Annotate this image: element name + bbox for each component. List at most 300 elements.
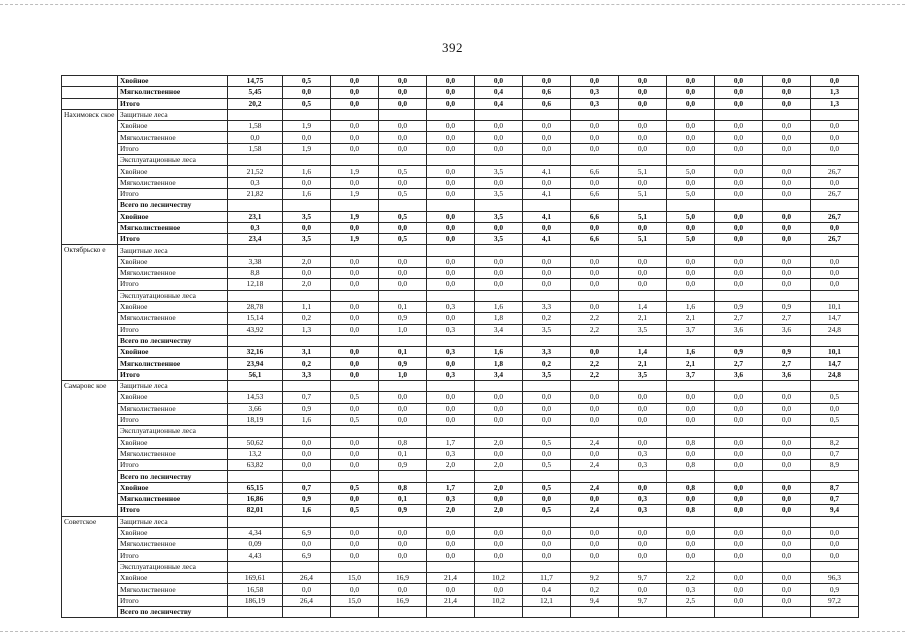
value-cell: 2,7 xyxy=(763,358,811,369)
value-cell: 3,38 xyxy=(228,256,283,267)
value-cell: 0,0 xyxy=(667,527,715,538)
value-cell: 1,6 xyxy=(283,505,331,516)
value-cell: 1,9 xyxy=(283,143,331,154)
value-cell: 0,0 xyxy=(475,414,523,425)
value-cell: 18,19 xyxy=(228,414,283,425)
value-cell: 0,0 xyxy=(619,76,667,87)
value-cell xyxy=(475,561,523,572)
value-cell xyxy=(228,245,283,256)
species-label-cell: Итого xyxy=(118,460,228,471)
value-cell xyxy=(715,471,763,482)
value-cell: 0,0 xyxy=(667,222,715,233)
value-cell: 0,0 xyxy=(379,87,427,98)
table-row xyxy=(62,505,859,516)
table-section-row xyxy=(62,155,859,166)
value-cell: 0,0 xyxy=(763,222,811,233)
species-label-cell: Итого xyxy=(118,98,228,109)
value-cell: 1,8 xyxy=(475,358,523,369)
value-cell: 0,9 xyxy=(379,505,427,516)
value-cell xyxy=(523,606,571,617)
value-cell: 0,0 xyxy=(427,527,475,538)
value-cell: 1,9 xyxy=(331,234,379,245)
value-cell: 0,0 xyxy=(763,143,811,154)
value-cell: 1,7 xyxy=(427,482,475,493)
value-cell: 3,5 xyxy=(619,369,667,380)
forestry-name-cell: Октябрьско е xyxy=(62,245,118,381)
value-cell xyxy=(571,109,619,120)
value-cell: 0,0 xyxy=(571,493,619,504)
value-cell: 0,0 xyxy=(379,132,427,143)
value-cell: 0,0 xyxy=(619,279,667,290)
value-cell: 0,0 xyxy=(379,539,427,550)
table-section-row xyxy=(62,381,859,392)
value-cell: 3,3 xyxy=(283,369,331,380)
value-cell xyxy=(763,516,811,527)
section-label-cell: Эксплуатационные леса xyxy=(118,561,228,572)
value-cell: 0,0 xyxy=(331,143,379,154)
value-cell: 0,0 xyxy=(763,188,811,199)
table-row xyxy=(62,211,859,222)
section-label-cell: Защитные леса xyxy=(118,245,228,256)
value-cell: 4,1 xyxy=(523,166,571,177)
value-cell: 0,0 xyxy=(763,234,811,245)
value-cell xyxy=(571,426,619,437)
value-cell: 2,0 xyxy=(427,460,475,471)
value-cell: 6,6 xyxy=(571,166,619,177)
value-cell xyxy=(619,245,667,256)
table-row xyxy=(62,358,859,369)
value-cell: 0,0 xyxy=(523,279,571,290)
value-cell: 3,4 xyxy=(475,324,523,335)
value-cell xyxy=(228,335,283,346)
value-cell: 0,0 xyxy=(763,448,811,459)
table-section-row xyxy=(62,516,859,527)
value-cell: 0,0 xyxy=(475,448,523,459)
value-cell: 0,0 xyxy=(523,143,571,154)
value-cell xyxy=(523,561,571,572)
value-cell: 0,0 xyxy=(619,98,667,109)
value-cell: 0,9 xyxy=(283,493,331,504)
value-cell: 3,6 xyxy=(763,324,811,335)
value-cell: 8,8 xyxy=(228,268,283,279)
value-cell: 0,2 xyxy=(283,358,331,369)
value-cell: 0,1 xyxy=(379,448,427,459)
value-cell xyxy=(763,381,811,392)
value-cell: 23,1 xyxy=(228,211,283,222)
value-cell: 0,0 xyxy=(619,132,667,143)
value-cell: 0,0 xyxy=(763,595,811,606)
value-cell: 4,1 xyxy=(523,211,571,222)
value-cell: 0,0 xyxy=(571,177,619,188)
value-cell: 0,5 xyxy=(379,211,427,222)
value-cell: 43,92 xyxy=(228,324,283,335)
value-cell: 0,0 xyxy=(763,76,811,87)
value-cell: 0,0 xyxy=(763,87,811,98)
value-cell: 0,0 xyxy=(571,301,619,312)
value-cell: 0,0 xyxy=(283,460,331,471)
value-cell: 0,0 xyxy=(331,121,379,132)
value-cell: 82,01 xyxy=(228,505,283,516)
value-cell: 0,0 xyxy=(427,550,475,561)
value-cell: 0,0 xyxy=(331,527,379,538)
value-cell xyxy=(331,335,379,346)
table-row xyxy=(62,166,859,177)
value-cell: 0,0 xyxy=(571,76,619,87)
value-cell: 0,0 xyxy=(667,448,715,459)
value-cell: 0,0 xyxy=(379,414,427,425)
value-cell: 2,1 xyxy=(619,358,667,369)
value-cell: 1,9 xyxy=(331,166,379,177)
value-cell: 0,4 xyxy=(523,584,571,595)
value-cell: 0,5 xyxy=(523,505,571,516)
value-cell: 0,0 xyxy=(811,403,859,414)
table-row xyxy=(62,268,859,279)
value-cell: 1,3 xyxy=(283,324,331,335)
value-cell xyxy=(667,381,715,392)
table-section-row xyxy=(62,426,859,437)
species-label-cell: Мягколиственное xyxy=(118,539,228,550)
value-cell xyxy=(283,471,331,482)
value-cell: 0,0 xyxy=(427,143,475,154)
value-cell: 0,0 xyxy=(667,268,715,279)
section-label-cell: Эксплуатационные леса xyxy=(118,290,228,301)
value-cell: 0,0 xyxy=(763,256,811,267)
value-cell: 0,3 xyxy=(571,87,619,98)
value-cell: 0,0 xyxy=(523,76,571,87)
species-label-cell: Хвойное xyxy=(118,482,228,493)
value-cell: 0,0 xyxy=(331,448,379,459)
species-label-cell: Хвойное xyxy=(118,301,228,312)
value-cell: 3,5 xyxy=(283,211,331,222)
value-cell: 0,4 xyxy=(475,87,523,98)
species-label-cell: Мягколиственное xyxy=(118,132,228,143)
value-cell: 0,0 xyxy=(331,358,379,369)
value-cell: 9,4 xyxy=(811,505,859,516)
value-cell: 0,0 xyxy=(763,177,811,188)
table-row xyxy=(62,584,859,595)
value-cell xyxy=(571,290,619,301)
value-cell: 0,0 xyxy=(715,573,763,584)
value-cell xyxy=(475,471,523,482)
value-cell: 0,0 xyxy=(283,177,331,188)
species-label-cell: Мягколиственное xyxy=(118,177,228,188)
table-row xyxy=(62,460,859,471)
value-cell: 2,2 xyxy=(571,369,619,380)
value-cell xyxy=(811,426,859,437)
table-section-row xyxy=(62,245,859,256)
value-cell: 0,0 xyxy=(763,414,811,425)
value-cell: 0,0 xyxy=(763,493,811,504)
table-section-row xyxy=(62,200,859,211)
value-cell: 0,9 xyxy=(763,301,811,312)
value-cell: 6,9 xyxy=(283,527,331,538)
species-label-cell: Итого xyxy=(118,279,228,290)
value-cell: 14,7 xyxy=(811,313,859,324)
value-cell xyxy=(331,200,379,211)
value-cell xyxy=(379,155,427,166)
value-cell: 4,1 xyxy=(523,234,571,245)
value-cell xyxy=(811,516,859,527)
forestry-name-cell: Нахимовск ское xyxy=(62,109,118,245)
value-cell: 0,0 xyxy=(715,143,763,154)
table-row xyxy=(62,87,859,98)
value-cell: 0,7 xyxy=(283,392,331,403)
value-cell: 0,2 xyxy=(283,313,331,324)
value-cell xyxy=(619,606,667,617)
value-cell xyxy=(427,155,475,166)
value-cell: 0,0 xyxy=(763,392,811,403)
value-cell xyxy=(427,200,475,211)
value-cell: 0,9 xyxy=(379,358,427,369)
table-section-row xyxy=(62,606,859,617)
value-cell: 0,5 xyxy=(523,482,571,493)
value-cell: 16,9 xyxy=(379,573,427,584)
value-cell: 0,0 xyxy=(715,76,763,87)
value-cell: 0,2 xyxy=(523,358,571,369)
table-row xyxy=(62,324,859,335)
value-cell: 0,0 xyxy=(523,256,571,267)
table-row xyxy=(62,76,859,87)
value-cell: 0,0 xyxy=(427,121,475,132)
value-cell: 0,0 xyxy=(763,98,811,109)
value-cell: 0,0 xyxy=(715,437,763,448)
value-cell: 0,8 xyxy=(379,437,427,448)
value-cell: 0,1 xyxy=(379,347,427,358)
value-cell: 0,0 xyxy=(427,392,475,403)
value-cell xyxy=(228,109,283,120)
value-cell xyxy=(667,516,715,527)
value-cell: 0,9 xyxy=(283,403,331,414)
value-cell xyxy=(571,606,619,617)
value-cell xyxy=(379,606,427,617)
value-cell: 3,5 xyxy=(475,234,523,245)
value-cell: 0,0 xyxy=(715,403,763,414)
value-cell: 3,6 xyxy=(715,369,763,380)
value-cell: 0,0 xyxy=(379,392,427,403)
value-cell: 10,2 xyxy=(475,573,523,584)
value-cell: 2,0 xyxy=(283,279,331,290)
table-row xyxy=(62,313,859,324)
value-cell: 0,0 xyxy=(667,256,715,267)
value-cell: 0,9 xyxy=(715,347,763,358)
value-cell: 0,0 xyxy=(523,177,571,188)
value-cell: 15,0 xyxy=(331,595,379,606)
value-cell xyxy=(667,155,715,166)
value-cell: 0,0 xyxy=(619,392,667,403)
value-cell: 0,0 xyxy=(811,550,859,561)
value-cell: 0,0 xyxy=(571,392,619,403)
value-cell: 0,0 xyxy=(331,584,379,595)
value-cell: 0,0 xyxy=(475,584,523,595)
value-cell: 0,5 xyxy=(811,414,859,425)
value-cell: 0,0 xyxy=(619,256,667,267)
value-cell: 0,0 xyxy=(331,539,379,550)
section-label-cell: Всего по лесничеству xyxy=(118,335,228,346)
value-cell: 21,4 xyxy=(427,573,475,584)
value-cell: 0,0 xyxy=(331,301,379,312)
table-row xyxy=(62,188,859,199)
value-cell xyxy=(427,109,475,120)
value-cell: 0,0 xyxy=(427,177,475,188)
value-cell: 0,5 xyxy=(331,392,379,403)
species-label-cell: Итого xyxy=(118,369,228,380)
value-cell xyxy=(427,245,475,256)
section-label-cell: Всего по лесничеству xyxy=(118,471,228,482)
value-cell: 186,19 xyxy=(228,595,283,606)
value-cell xyxy=(379,516,427,527)
value-cell: 32,16 xyxy=(228,347,283,358)
value-cell: 0,0 xyxy=(667,98,715,109)
value-cell: 0,3 xyxy=(427,324,475,335)
value-cell: 0,8 xyxy=(667,437,715,448)
species-label-cell: Мягколиственное xyxy=(118,268,228,279)
value-cell xyxy=(811,155,859,166)
value-cell: 0,0 xyxy=(763,460,811,471)
section-label-cell: Всего по лесничеству xyxy=(118,200,228,211)
value-cell: 1,6 xyxy=(283,188,331,199)
value-cell xyxy=(228,200,283,211)
value-cell: 0,0 xyxy=(715,539,763,550)
value-cell xyxy=(571,245,619,256)
value-cell xyxy=(715,109,763,120)
value-cell: 0,0 xyxy=(811,268,859,279)
value-cell: 13,2 xyxy=(228,448,283,459)
value-cell: 0,0 xyxy=(571,132,619,143)
value-cell: 0,0 xyxy=(571,403,619,414)
value-cell: 24,8 xyxy=(811,369,859,380)
value-cell xyxy=(283,200,331,211)
value-cell: 0,0 xyxy=(379,222,427,233)
value-cell: 1,6 xyxy=(283,414,331,425)
value-cell: 2,0 xyxy=(475,460,523,471)
value-cell: 0,3 xyxy=(228,177,283,188)
value-cell: 0,3 xyxy=(619,505,667,516)
value-cell: 0,0 xyxy=(331,98,379,109)
value-cell: 0,0 xyxy=(427,414,475,425)
value-cell: 0,9 xyxy=(379,313,427,324)
value-cell: 1,58 xyxy=(228,121,283,132)
table-row xyxy=(62,539,859,550)
value-cell xyxy=(379,200,427,211)
value-cell: 0,0 xyxy=(763,584,811,595)
value-cell: 3,66 xyxy=(228,403,283,414)
value-cell: 0,0 xyxy=(331,437,379,448)
value-cell: 2,4 xyxy=(571,460,619,471)
value-cell: 0,9 xyxy=(379,460,427,471)
value-cell: 0,0 xyxy=(331,132,379,143)
value-cell: 0,3 xyxy=(571,98,619,109)
value-cell: 0,0 xyxy=(379,584,427,595)
value-cell: 0,0 xyxy=(619,584,667,595)
value-cell: 0,0 xyxy=(331,460,379,471)
section-label-cell: Защитные леса xyxy=(118,109,228,120)
value-cell xyxy=(763,471,811,482)
value-cell: 0,0 xyxy=(715,414,763,425)
table-row xyxy=(62,595,859,606)
table-row xyxy=(62,279,859,290)
value-cell: 0,0 xyxy=(763,279,811,290)
value-cell: 0,0 xyxy=(619,121,667,132)
value-cell: 50,62 xyxy=(228,437,283,448)
value-cell xyxy=(763,561,811,572)
table-row xyxy=(62,301,859,312)
value-cell: 0,0 xyxy=(523,392,571,403)
value-cell: 0,0 xyxy=(763,437,811,448)
value-cell: 96,3 xyxy=(811,573,859,584)
value-cell: 2,4 xyxy=(571,505,619,516)
value-cell: 12,1 xyxy=(523,595,571,606)
value-cell: 2,2 xyxy=(571,358,619,369)
species-label-cell: Итого xyxy=(118,188,228,199)
value-cell: 1,1 xyxy=(283,301,331,312)
value-cell: 26,7 xyxy=(811,166,859,177)
value-cell: 0,0 xyxy=(715,527,763,538)
value-cell: 0,0 xyxy=(571,448,619,459)
value-cell xyxy=(475,155,523,166)
value-cell: 0,0 xyxy=(619,268,667,279)
value-cell: 0,1 xyxy=(379,493,427,504)
value-cell: 10,1 xyxy=(811,301,859,312)
value-cell: 169,61 xyxy=(228,573,283,584)
value-cell: 0,0 xyxy=(763,166,811,177)
value-cell xyxy=(427,471,475,482)
value-cell: 0,0 xyxy=(667,493,715,504)
value-cell: 0,5 xyxy=(523,460,571,471)
value-cell xyxy=(715,155,763,166)
value-cell xyxy=(715,381,763,392)
species-label-cell: Мягколиственное xyxy=(118,358,228,369)
value-cell: 0,7 xyxy=(811,448,859,459)
value-cell: 0,9 xyxy=(763,347,811,358)
value-cell xyxy=(811,381,859,392)
value-cell: 0,7 xyxy=(283,482,331,493)
value-cell: 0,0 xyxy=(523,268,571,279)
value-cell: 0,0 xyxy=(475,279,523,290)
value-cell xyxy=(228,516,283,527)
value-cell xyxy=(331,245,379,256)
value-cell xyxy=(619,290,667,301)
value-cell: 1,9 xyxy=(331,211,379,222)
value-cell xyxy=(619,516,667,527)
value-cell: 0,0 xyxy=(475,177,523,188)
value-cell: 0,0 xyxy=(571,414,619,425)
value-cell: 0,0 xyxy=(811,539,859,550)
table-row xyxy=(62,482,859,493)
table-body xyxy=(62,76,859,618)
value-cell: 1,6 xyxy=(667,301,715,312)
value-cell: 26,4 xyxy=(283,595,331,606)
value-cell xyxy=(811,200,859,211)
value-cell xyxy=(571,200,619,211)
value-cell: 0,0 xyxy=(475,143,523,154)
value-cell: 12,18 xyxy=(228,279,283,290)
value-cell: 0,0 xyxy=(667,414,715,425)
section-label-cell: Эксплуатационные леса xyxy=(118,155,228,166)
value-cell: 24,8 xyxy=(811,324,859,335)
value-cell xyxy=(379,426,427,437)
value-cell xyxy=(523,471,571,482)
value-cell: 0,0 xyxy=(571,268,619,279)
value-cell: 0,0 xyxy=(475,550,523,561)
value-cell xyxy=(331,606,379,617)
value-cell: 3,3 xyxy=(523,347,571,358)
section-label-cell: Эксплуатационные леса xyxy=(118,426,228,437)
table-row xyxy=(62,493,859,504)
value-cell: 5,0 xyxy=(667,234,715,245)
value-cell: 3,5 xyxy=(475,166,523,177)
forestry-name-cell: Советское xyxy=(62,516,118,618)
page-number: 392 xyxy=(442,40,463,55)
